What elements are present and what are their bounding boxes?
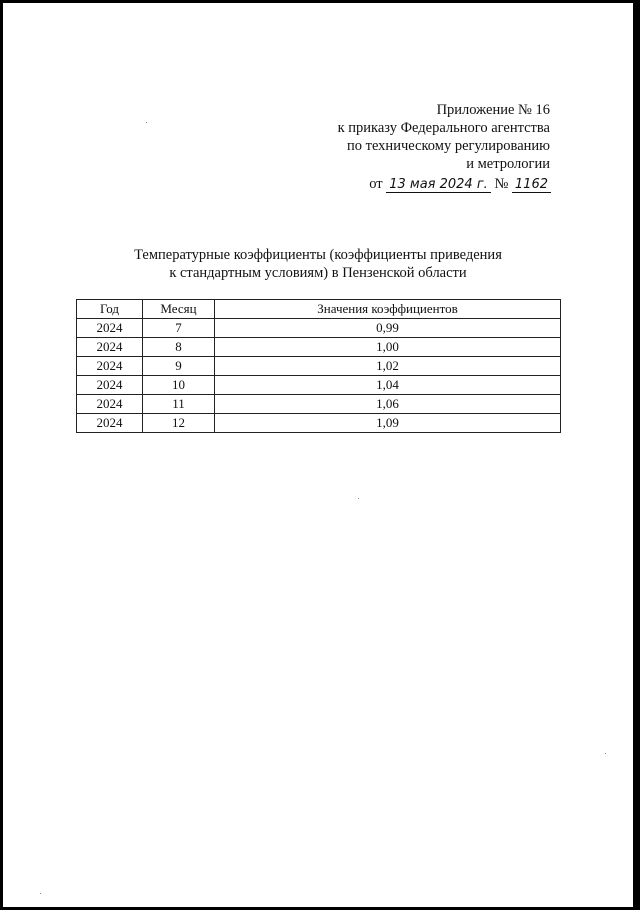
- cell-year: 2024: [77, 395, 143, 414]
- cell-coefficient: 0,99: [215, 319, 561, 338]
- table-row: [77, 395, 561, 414]
- table-row: [77, 319, 561, 338]
- cell-coefficient: 1,00: [215, 338, 561, 357]
- scan-speck: [40, 893, 41, 894]
- cell-year: 2024: [77, 338, 143, 357]
- from-label: от: [369, 176, 383, 192]
- appendix-header: [290, 101, 550, 173]
- cell-month: 8: [143, 338, 215, 357]
- table-row: [77, 376, 561, 395]
- cell-coefficient: 1,06: [215, 395, 561, 414]
- cell-year: 2024: [77, 319, 143, 338]
- table-row: [77, 338, 561, 357]
- handwritten-order-number: 1162: [512, 178, 551, 193]
- cell-coefficient: 1,04: [215, 376, 561, 395]
- header-year: Год: [77, 300, 143, 319]
- number-label: №: [494, 176, 509, 192]
- table-row: [77, 357, 561, 376]
- cell-month: 11: [143, 395, 215, 414]
- agency-name: по техническому регулированию: [346, 138, 550, 154]
- cell-year: 2024: [77, 414, 143, 433]
- scan-speck: [358, 498, 359, 499]
- header-month: Месяц: [143, 300, 215, 319]
- cell-coefficient: 1,02: [215, 357, 561, 376]
- cell-month: 9: [143, 357, 215, 376]
- scan-speck: [146, 122, 147, 123]
- scan-speck: [605, 753, 606, 754]
- appendix-number: Приложение № 16: [436, 102, 550, 118]
- cell-coefficient: 1,09: [215, 414, 561, 433]
- table-row: [77, 414, 561, 433]
- cell-year: 2024: [77, 357, 143, 376]
- document-page: [3, 3, 633, 907]
- header-coefficient: Значения коэффициентов: [215, 300, 561, 319]
- agency-name-end: и метрологии: [466, 156, 550, 172]
- title-line-1: Температурные коэффициенты (коэффициенты приведения: [134, 247, 502, 263]
- title-line-2: к стандартным условиям) в Пензенской области: [169, 265, 467, 281]
- cell-year: 2024: [77, 376, 143, 395]
- handwritten-date: 13 мая 2024 г.: [386, 178, 491, 193]
- coefficients-table: [76, 299, 561, 433]
- cell-month: 10: [143, 376, 215, 395]
- document-title: [63, 246, 573, 282]
- order-reference: к приказу Федерального агентства: [337, 120, 550, 136]
- cell-month: 7: [143, 319, 215, 338]
- order-date-line: [291, 175, 551, 193]
- cell-month: 12: [143, 414, 215, 433]
- table-header-row: [77, 300, 561, 319]
